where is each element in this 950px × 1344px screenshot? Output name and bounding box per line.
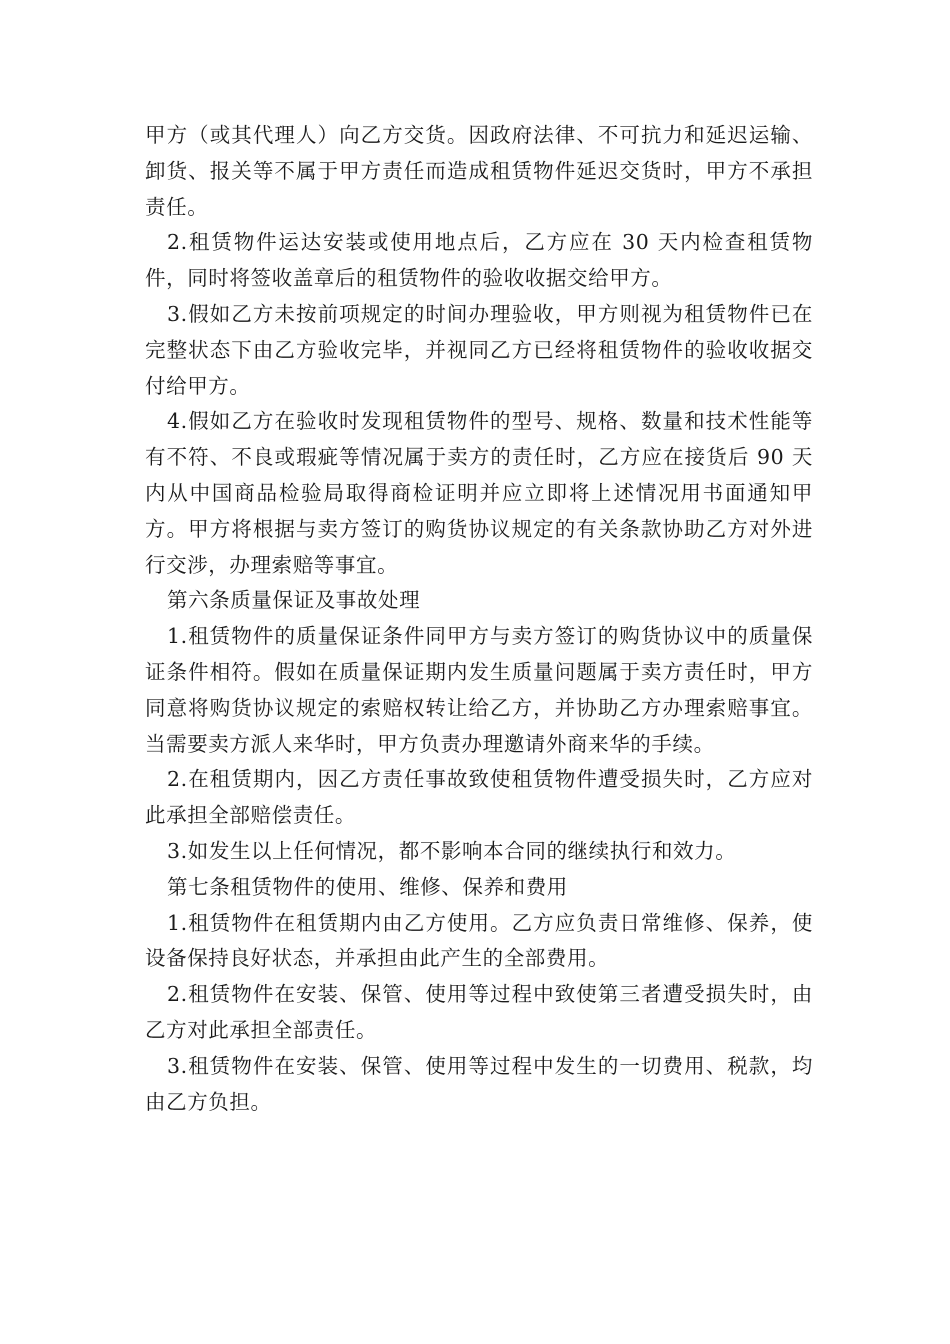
article-heading: 第六条质量保证及事故处理 (167, 588, 421, 613)
clause-item: 3.假如乙方未按前项规定的时间办理验收，甲方则视为租赁物件已在完整状态下由乙方验收完毕，并视同乙方已经将租赁物件的验收收据交付给甲方。 (145, 301, 813, 398)
paragraph-continuation: 甲方（或其代理人）向乙方交货。因政府法律、不可抗力和延迟运输、卸货、报关等不属于甲方责任而造成租赁物件延迟交货时，甲方不承担责任。 (145, 123, 813, 219)
clause-item: 4.假如乙方在验收时发现租赁物件的型号、规格、数量和技术性能等有不符、不良或瑕疵等情况属于卖方的责任时，乙方应在接货后 90 天内从中国商品检验局取得商检证明并应立即将上述情况用书面通知甲方。甲方将根据与卖方签订的购货协议规定的有关条款协助乙方对外进行交涉，办理索赔等事宜。 (145, 409, 813, 577)
clause-item: 3.租赁物件在安装、保管、使用等过程中发生的一切费用、税款，均由乙方负担。 (145, 1053, 813, 1114)
clause-item: 1.租赁物件在租赁期内由乙方使用。乙方应负责日常维修、保养，使设备保持良好状态，并承担由此产生的全部费用。 (145, 910, 813, 971)
clause-item: 1.租赁物件的质量保证条件同甲方与卖方签订的购货协议中的质量保证条件相符。假如在质量保证期内发生质量问题属于卖方责任时，甲方同意将购货协议规定的索赔权转让给乙方，并协助乙方办理索赔事宜。当需要卖方派人来华时，甲方负责办理邀请外商来华的手续。 (145, 624, 813, 756)
document-body (145, 118, 813, 1120)
clause-item: 3.如发生以上任何情况，都不影响本合同的继续执行和效力。 (167, 838, 737, 863)
article-heading: 第七条租赁物件的使用、维修、保养和费用 (167, 874, 568, 899)
clause-item: 2.在租赁期内，因乙方责任事故致使租赁物件遭受损失时，乙方应对此承担全部赔偿责任。 (145, 767, 813, 828)
clause-item: 2.租赁物件运达安装或使用地点后，乙方应在 30 天内检查租赁物件，同时将签收盖章后的租赁物件的验收收据交给甲方。 (145, 230, 813, 291)
clause-item: 2.租赁物件在安装、保管、使用等过程中致使第三者遭受损失时，由乙方对此承担全部责任。 (145, 982, 813, 1042)
